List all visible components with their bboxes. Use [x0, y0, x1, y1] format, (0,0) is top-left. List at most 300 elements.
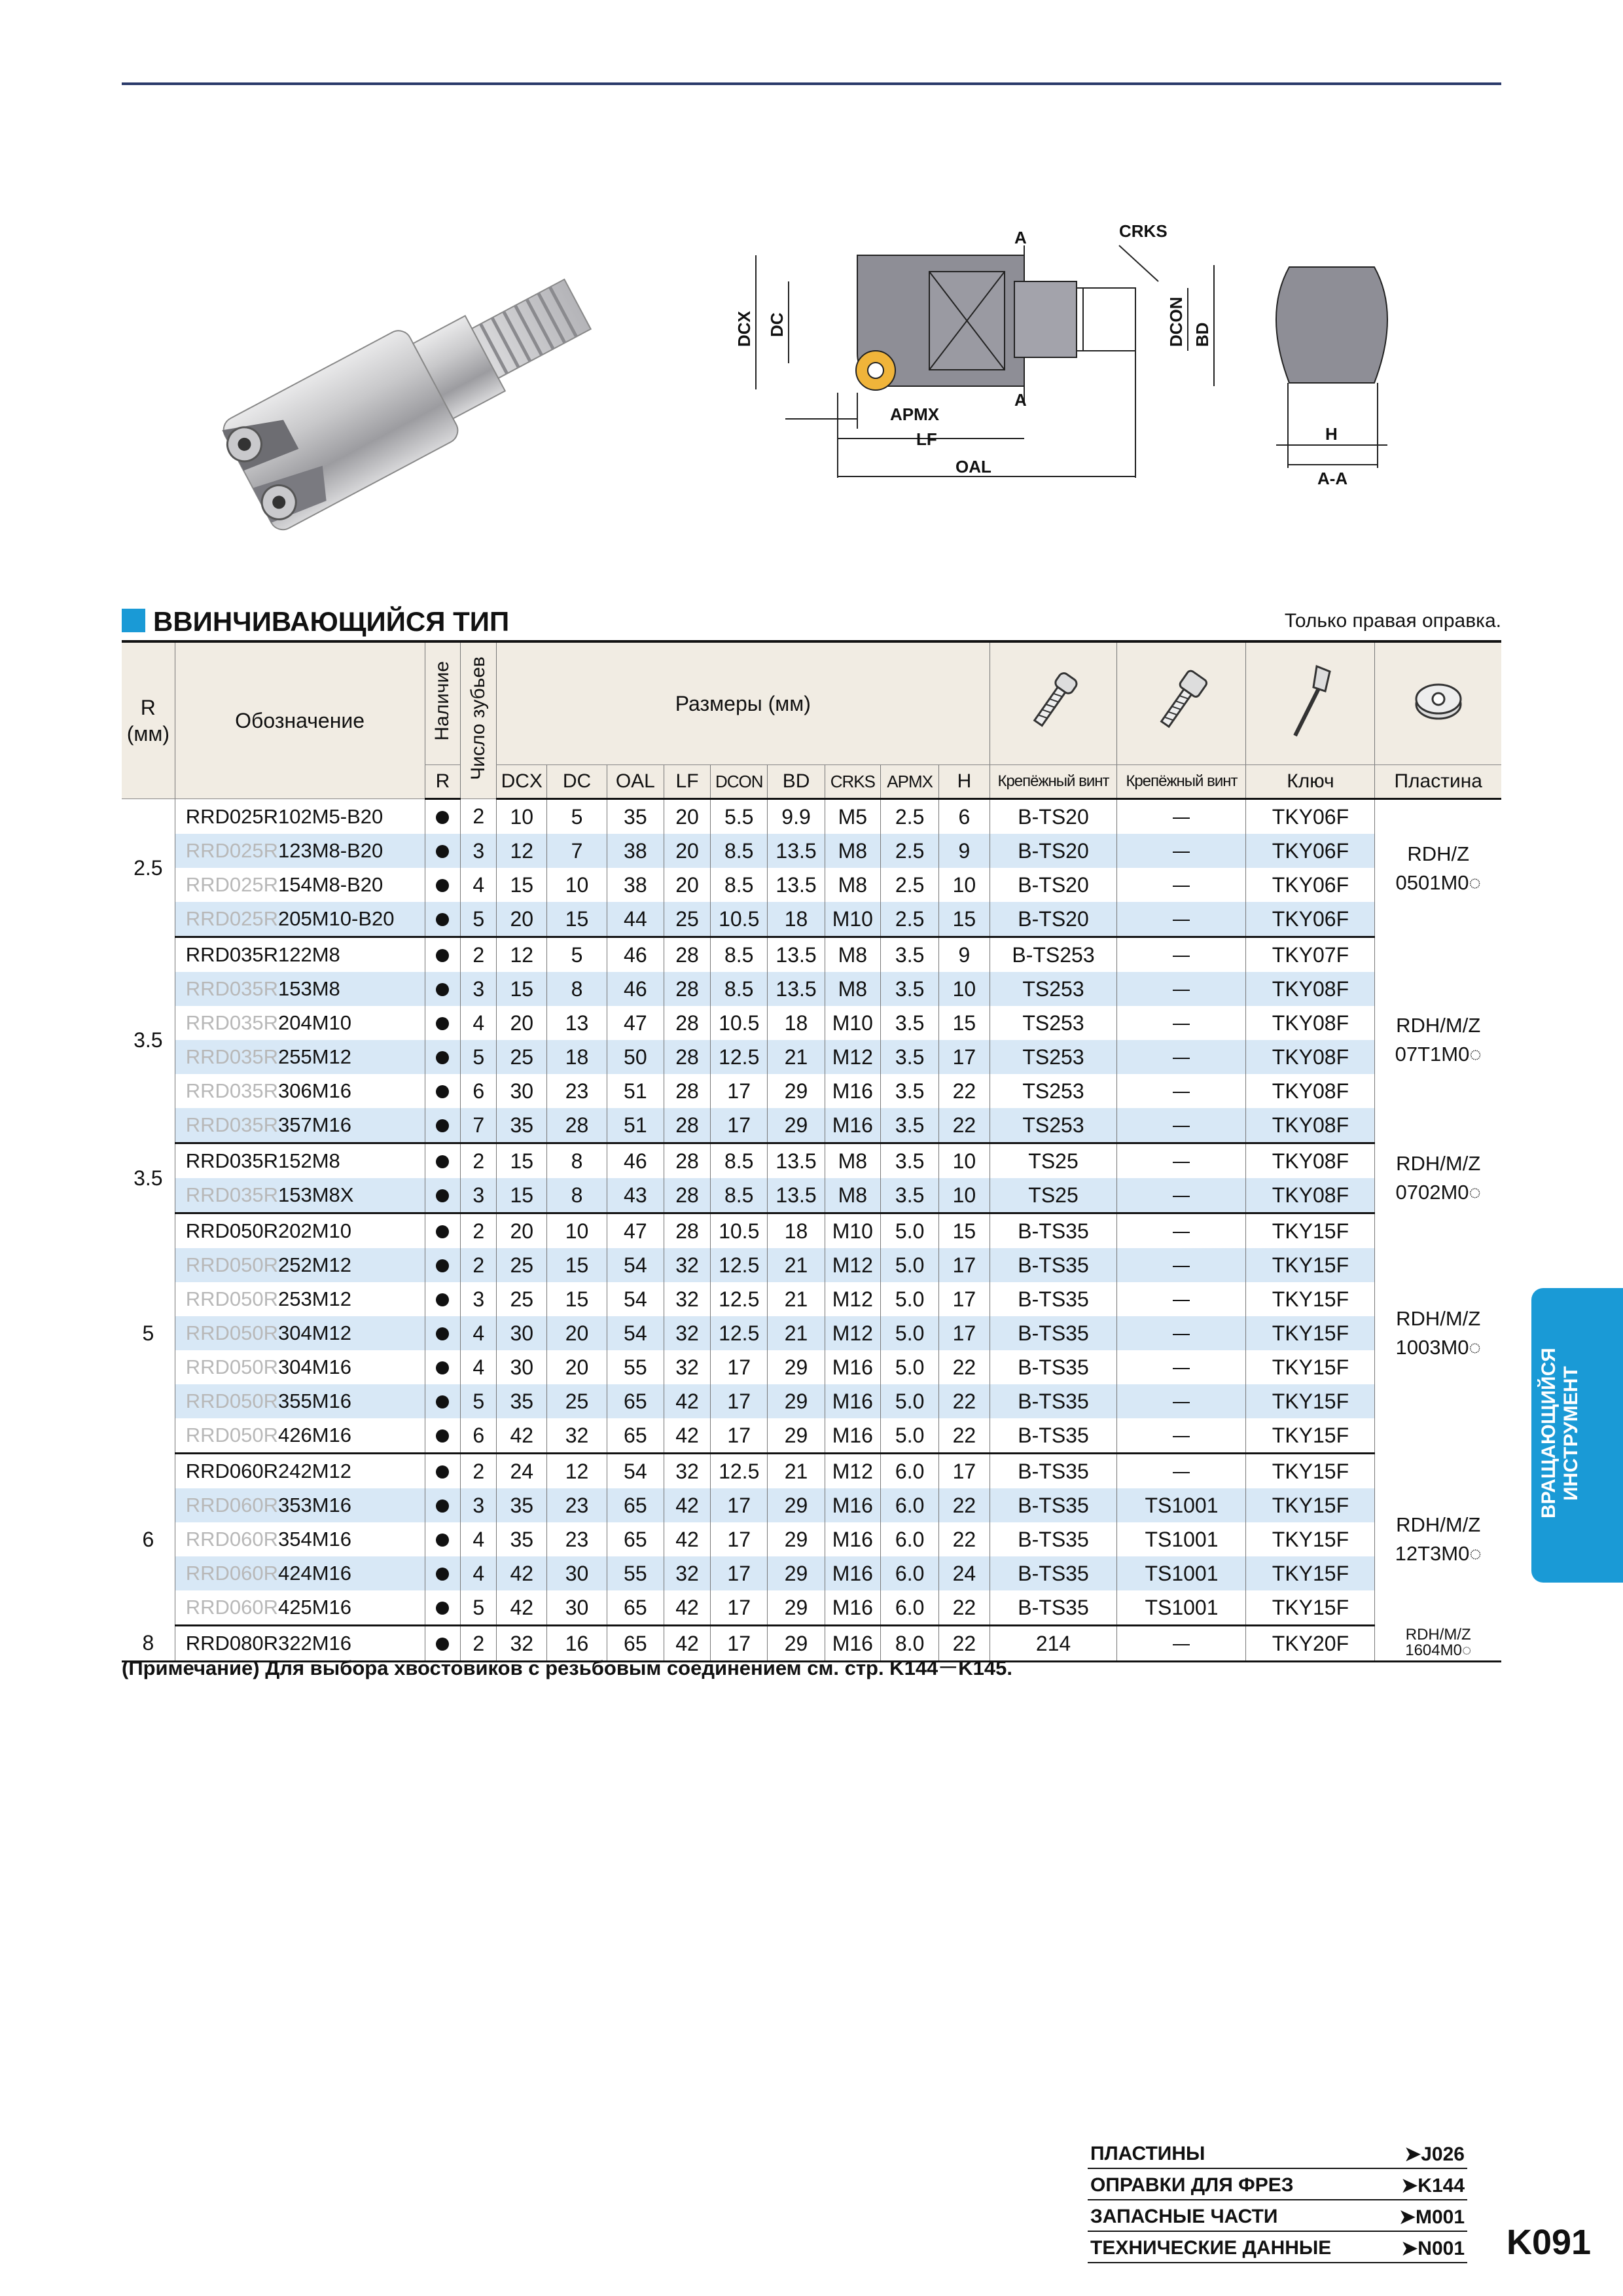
lf-cell: 25	[664, 902, 711, 937]
lf-cell: 32	[664, 1556, 711, 1590]
h-cell: 17	[939, 1040, 990, 1074]
bd-cell: 29	[768, 1074, 825, 1108]
screw2-cell	[1117, 1040, 1246, 1074]
ref-item[interactable]: ПЛАСТИНЫ ➤J026	[1088, 2138, 1467, 2169]
stock-cell	[425, 799, 461, 834]
screw1-cell: TS253	[990, 972, 1117, 1006]
oal-cell: 38	[607, 834, 664, 868]
col-h: H	[939, 765, 990, 799]
arrow-page: ➤K144	[1401, 2175, 1465, 2197]
oal-cell: 65	[607, 1418, 664, 1454]
designation-cell[interactable]: RRD035R153M8X	[175, 1178, 425, 1213]
lf-cell: 28	[664, 1213, 711, 1249]
lf-cell: 32	[664, 1282, 711, 1316]
key-cell: TKY15F	[1246, 1590, 1375, 1626]
key-cell: TKY08F	[1246, 1143, 1375, 1179]
crks-cell: M12	[825, 1248, 880, 1282]
teeth-cell: 2	[461, 1248, 497, 1282]
lf-cell: 42	[664, 1590, 711, 1626]
dcon-cell: 12.5	[711, 1248, 768, 1282]
screw2-cell	[1117, 1178, 1246, 1213]
dcon-cell: 8.5	[711, 868, 768, 902]
screw1-cell: B-TS253	[990, 937, 1117, 973]
dc-cell: 13	[547, 1006, 607, 1040]
screw1-cell: B-TS35	[990, 1488, 1117, 1522]
page-number: K091	[1507, 2223, 1592, 2262]
screw2-cell	[1117, 1006, 1246, 1040]
in-stock-dot-icon	[436, 1327, 449, 1340]
oal-cell: 38	[607, 868, 664, 902]
oal-cell: 54	[607, 1282, 664, 1316]
oal-cell: 50	[607, 1040, 664, 1074]
dcon-cell: 10.5	[711, 902, 768, 937]
designation-cell[interactable]: RRD025R154M8-B20	[175, 868, 425, 902]
screw2-cell	[1117, 1282, 1246, 1316]
dcon-cell: 17	[711, 1522, 768, 1556]
teeth-cell: 4	[461, 1522, 497, 1556]
oal-cell: 43	[607, 1178, 664, 1213]
label-lf: LF	[916, 429, 937, 449]
designation-cell[interactable]: RRD060R425M16	[175, 1590, 425, 1626]
apmx-cell: 3.5	[880, 1040, 938, 1074]
key-cell: TKY08F	[1246, 1108, 1375, 1143]
col-key: Ключ	[1246, 765, 1375, 799]
dcx-cell: 35	[497, 1522, 547, 1556]
teeth-cell: 3	[461, 1178, 497, 1213]
h-cell: 9	[939, 937, 990, 973]
apmx-cell: 6.0	[880, 1454, 938, 1489]
table-row	[122, 1384, 1501, 1418]
dcon-cell: 8.5	[711, 972, 768, 1006]
dcx-cell: 15	[497, 1178, 547, 1213]
bd-cell: 21	[768, 1316, 825, 1350]
label-crks: CRKS	[1119, 221, 1168, 241]
designation-cell[interactable]: RRD035R306M16	[175, 1074, 425, 1108]
dc-cell: 8	[547, 1143, 607, 1179]
stock-cell	[425, 1040, 461, 1074]
arrow-page: ➤J026	[1404, 2144, 1465, 2165]
designation-cell[interactable]: RRD050R202M10	[175, 1213, 425, 1249]
lf-cell: 32	[664, 1248, 711, 1282]
apmx-cell: 6.0	[880, 1522, 938, 1556]
table-row	[122, 1178, 1501, 1213]
key-cell: TKY15F	[1246, 1454, 1375, 1489]
stock-cell	[425, 1454, 461, 1489]
screw1-cell: B-TS20	[990, 834, 1117, 868]
table-row	[122, 1418, 1501, 1454]
designation-cell[interactable]: RRD050R304M12	[175, 1316, 425, 1350]
col-screw2: Крепёжный винт	[1117, 765, 1246, 799]
designation-cell[interactable]: RRD050R304M16	[175, 1350, 425, 1384]
screw2-cell	[1117, 1350, 1246, 1384]
col-teeth: Число зубьев	[461, 643, 497, 799]
in-stock-dot-icon	[436, 1568, 449, 1581]
oal-cell: 65	[607, 1590, 664, 1626]
designation-cell[interactable]: RRD035R153M8	[175, 972, 425, 1006]
key-cell: TKY07F	[1246, 937, 1375, 973]
screw2-cell: TS1001	[1117, 1556, 1246, 1590]
dcon-cell: 5.5	[711, 799, 768, 834]
bd-cell: 29	[768, 1108, 825, 1143]
ref-item[interactable]: ЗАПАСНЫЕ ЧАСТИ ➤M001	[1088, 2200, 1467, 2232]
h-cell: 17	[939, 1316, 990, 1350]
col-stock: Наличие	[425, 643, 461, 765]
dash-icon	[1173, 1266, 1190, 1267]
in-stock-dot-icon	[436, 1189, 449, 1202]
stock-cell	[425, 972, 461, 1006]
col-dcx: DCX	[497, 765, 547, 799]
lf-cell: 28	[664, 1108, 711, 1143]
in-stock-dot-icon	[436, 879, 449, 892]
bd-cell: 29	[768, 1522, 825, 1556]
dcx-cell: 15	[497, 972, 547, 1006]
radius-cell: 6	[122, 1454, 175, 1626]
teeth-cell: 3	[461, 1488, 497, 1522]
teeth-cell: 5	[461, 1590, 497, 1626]
bd-cell: 13.5	[768, 1178, 825, 1213]
bd-cell: 18	[768, 1006, 825, 1040]
col-stock-r: R	[425, 765, 461, 799]
in-stock-dot-icon	[436, 1465, 449, 1479]
stock-cell	[425, 1282, 461, 1316]
oal-cell: 46	[607, 972, 664, 1006]
dc-cell: 15	[547, 902, 607, 937]
insert-cell: RDH/M/Z 1604M0◌	[1375, 1626, 1501, 1662]
teeth-cell: 3	[461, 972, 497, 1006]
bd-cell: 21	[768, 1248, 825, 1282]
screw2-cell	[1117, 1108, 1246, 1143]
col-dcon: DCON	[711, 765, 768, 799]
dcx-cell: 15	[497, 868, 547, 902]
in-stock-dot-icon	[436, 913, 449, 926]
apmx-cell: 5.0	[880, 1316, 938, 1350]
oal-cell: 65	[607, 1384, 664, 1418]
h-cell: 22	[939, 1074, 990, 1108]
h-cell: 22	[939, 1522, 990, 1556]
screw1-cell: TS25	[990, 1178, 1117, 1213]
h-cell: 24	[939, 1556, 990, 1590]
dc-cell: 20	[547, 1316, 607, 1350]
teeth-cell: 4	[461, 1350, 497, 1384]
dash-icon	[1173, 817, 1190, 819]
key-cell: TKY15F	[1246, 1213, 1375, 1249]
screw2-cell	[1117, 972, 1246, 1006]
screw2-cell	[1117, 1626, 1246, 1662]
designation-cell[interactable]: RRD035R357M16	[175, 1108, 425, 1143]
oal-cell: 51	[607, 1074, 664, 1108]
key-cell: TKY08F	[1246, 1178, 1375, 1213]
radius-cell: 8	[122, 1626, 175, 1662]
in-stock-dot-icon	[436, 1361, 449, 1374]
teeth-cell: 5	[461, 1040, 497, 1074]
stock-cell	[425, 834, 461, 868]
table-row	[122, 1488, 1501, 1522]
designation-cell[interactable]: RRD035R152M8	[175, 1143, 425, 1179]
oal-cell: 46	[607, 1143, 664, 1179]
dcx-cell: 20	[497, 1213, 547, 1249]
dash-icon	[1173, 1196, 1190, 1197]
teeth-cell: 5	[461, 1384, 497, 1418]
h-cell: 22	[939, 1626, 990, 1662]
label-dcx: DCX	[734, 311, 754, 347]
in-stock-dot-icon	[436, 845, 449, 858]
screw2-cell: TS1001	[1117, 1488, 1246, 1522]
dcx-cell: 35	[497, 1488, 547, 1522]
dash-icon	[1173, 956, 1190, 957]
crks-cell: M12	[825, 1040, 880, 1074]
lf-cell: 42	[664, 1384, 711, 1418]
in-stock-dot-icon	[436, 1085, 449, 1098]
table-row	[122, 834, 1501, 868]
oal-cell: 54	[607, 1454, 664, 1489]
dcx-cell: 35	[497, 1108, 547, 1143]
screw1-cell: B-TS35	[990, 1384, 1117, 1418]
bd-cell: 29	[768, 1488, 825, 1522]
key-cell: TKY08F	[1246, 1040, 1375, 1074]
stock-cell	[425, 1384, 461, 1418]
dcx-cell: 24	[497, 1454, 547, 1489]
screw1-cell: B-TS35	[990, 1522, 1117, 1556]
label-apmx: APMX	[890, 404, 940, 424]
screw1-cell: TS253	[990, 1040, 1117, 1074]
apmx-cell: 3.5	[880, 937, 938, 973]
col-apmx: APMX	[880, 765, 938, 799]
crks-cell: M16	[825, 1522, 880, 1556]
crks-cell: M10	[825, 1006, 880, 1040]
label-a-top: A	[1014, 228, 1027, 247]
label-h: H	[1325, 424, 1338, 444]
lf-cell: 28	[664, 1143, 711, 1179]
dc-cell: 10	[547, 868, 607, 902]
col-dc: DC	[547, 765, 607, 799]
arrow-page: ➤M001	[1399, 2206, 1465, 2228]
dcon-cell: 8.5	[711, 834, 768, 868]
in-stock-dot-icon	[436, 1119, 449, 1132]
bd-cell: 21	[768, 1454, 825, 1489]
in-stock-dot-icon	[436, 1293, 449, 1306]
apmx-cell: 5.0	[880, 1213, 938, 1249]
dc-cell: 30	[547, 1556, 607, 1590]
dcon-cell: 12.5	[711, 1316, 768, 1350]
key-cell: TKY06F	[1246, 799, 1375, 834]
crks-cell: M12	[825, 1454, 880, 1489]
designation-cell[interactable]: RRD060R354M16	[175, 1522, 425, 1556]
table-row	[122, 1282, 1501, 1316]
crks-cell: M12	[825, 1282, 880, 1316]
bd-cell: 13.5	[768, 972, 825, 1006]
dc-cell: 15	[547, 1248, 607, 1282]
oal-cell: 55	[607, 1556, 664, 1590]
oal-cell: 35	[607, 799, 664, 834]
stock-cell	[425, 1590, 461, 1626]
apmx-cell: 2.5	[880, 902, 938, 937]
dash-icon	[1173, 990, 1190, 991]
lf-cell: 32	[664, 1316, 711, 1350]
designation-cell[interactable]: RRD050R253M12	[175, 1282, 425, 1316]
apmx-cell: 6.0	[880, 1590, 938, 1626]
stock-cell	[425, 1143, 461, 1179]
dc-cell: 25	[547, 1384, 607, 1418]
screw2-cell	[1117, 799, 1246, 834]
col-r: R (мм)	[122, 643, 175, 799]
table-row	[122, 1454, 1501, 1489]
key-cell: TKY06F	[1246, 868, 1375, 902]
designation-cell[interactable]: RRD050R426M16	[175, 1418, 425, 1454]
bd-cell: 18	[768, 902, 825, 937]
designation-cell[interactable]: RRD025R205M10-B20	[175, 902, 425, 937]
oal-cell: 44	[607, 902, 664, 937]
designation-cell[interactable]: RRD025R102M5-B20	[175, 799, 425, 834]
dcon-cell: 17	[711, 1590, 768, 1626]
key-cell: TKY15F	[1246, 1522, 1375, 1556]
screw1-cell: B-TS35	[990, 1556, 1117, 1590]
teeth-cell: 4	[461, 1316, 497, 1350]
insert-cell: RDH/M/Z 12T3M0◌	[1375, 1454, 1501, 1626]
dcon-cell: 8.5	[711, 937, 768, 973]
stock-cell	[425, 1006, 461, 1040]
key-icon	[1246, 643, 1375, 765]
designation-cell[interactable]: RRD060R424M16	[175, 1556, 425, 1590]
designation-cell[interactable]: RRD035R204M10	[175, 1006, 425, 1040]
oal-cell: 65	[607, 1522, 664, 1556]
in-stock-dot-icon	[436, 1155, 449, 1168]
key-cell: TKY20F	[1246, 1626, 1375, 1662]
dc-cell: 10	[547, 1213, 607, 1249]
bd-cell: 29	[768, 1590, 825, 1626]
insert-cell: RDH/M/Z 0702M0◌	[1375, 1143, 1501, 1213]
designation-cell[interactable]: RRD050R252M12	[175, 1248, 425, 1282]
product-photo	[177, 229, 609, 576]
oal-cell: 47	[607, 1213, 664, 1249]
designation-cell[interactable]: RRD035R255M12	[175, 1040, 425, 1074]
ref-item[interactable]: ОПРАВКИ ДЛЯ ФРЕЗ ➤K144	[1088, 2169, 1467, 2200]
screw2-cell	[1117, 834, 1246, 868]
in-stock-dot-icon	[436, 1395, 449, 1408]
crks-cell: M8	[825, 1143, 880, 1179]
oal-cell: 54	[607, 1248, 664, 1282]
table-row	[122, 1074, 1501, 1108]
screw1-cell: B-TS35	[990, 1248, 1117, 1282]
teeth-cell: 2	[461, 1626, 497, 1662]
key-cell: TKY08F	[1246, 1074, 1375, 1108]
in-stock-dot-icon	[436, 1534, 449, 1547]
bd-cell: 29	[768, 1384, 825, 1418]
key-cell: TKY15F	[1246, 1556, 1375, 1590]
apmx-cell: 2.5	[880, 834, 938, 868]
apmx-cell: 5.0	[880, 1418, 938, 1454]
screw1-cell: B-TS20	[990, 868, 1117, 902]
screw1-cell: B-TS35	[990, 1590, 1117, 1626]
dash-icon	[1173, 1436, 1190, 1437]
col-bd: BD	[768, 765, 825, 799]
crks-cell: M8	[825, 834, 880, 868]
h-cell: 22	[939, 1488, 990, 1522]
crks-cell: M16	[825, 1590, 880, 1626]
col-designation: Обозначение	[175, 643, 425, 799]
lf-cell: 20	[664, 868, 711, 902]
lf-cell: 20	[664, 799, 711, 834]
lf-cell: 28	[664, 1040, 711, 1074]
stock-cell	[425, 1074, 461, 1108]
lf-cell: 28	[664, 1074, 711, 1108]
screw2-cell	[1117, 868, 1246, 902]
dcon-cell: 10.5	[711, 1006, 768, 1040]
designation-cell[interactable]: RRD060R242M12	[175, 1454, 425, 1489]
h-cell: 22	[939, 1108, 990, 1143]
screw2-cell	[1117, 1143, 1246, 1179]
dcx-cell: 20	[497, 1006, 547, 1040]
designation-cell[interactable]: RRD060R353M16	[175, 1488, 425, 1522]
stock-cell	[425, 1108, 461, 1143]
h-cell: 10	[939, 1178, 990, 1213]
crks-cell: M10	[825, 1213, 880, 1249]
designation-cell[interactable]: RRD035R122M8	[175, 937, 425, 973]
radius-cell: 3.5	[122, 937, 175, 1143]
h-cell: 15	[939, 902, 990, 937]
dc-cell: 23	[547, 1488, 607, 1522]
key-cell: TKY06F	[1246, 902, 1375, 937]
ref-item[interactable]: ТЕХНИЧЕСКИЕ ДАННЫЕ ➤N001	[1088, 2232, 1467, 2263]
dcon-cell: 17	[711, 1108, 768, 1143]
table-row	[122, 972, 1501, 1006]
section-marker	[122, 609, 145, 632]
screw2-cell	[1117, 1248, 1246, 1282]
dc-cell: 8	[547, 972, 607, 1006]
radius-cell: 5	[122, 1213, 175, 1454]
lf-cell: 28	[664, 972, 711, 1006]
reference-list	[1088, 2138, 1467, 2263]
stock-cell	[425, 1178, 461, 1213]
dash-icon	[1173, 886, 1190, 887]
dcx-cell: 30	[497, 1316, 547, 1350]
screw2-cell	[1117, 1316, 1246, 1350]
oal-cell: 55	[607, 1350, 664, 1384]
lf-cell: 28	[664, 937, 711, 973]
apmx-cell: 6.0	[880, 1488, 938, 1522]
dcx-cell: 35	[497, 1384, 547, 1418]
h-cell: 22	[939, 1418, 990, 1454]
dc-cell: 12	[547, 1454, 607, 1489]
table-row	[122, 1248, 1501, 1282]
bd-cell: 18	[768, 1213, 825, 1249]
screw1-icon	[990, 643, 1117, 765]
teeth-cell: 7	[461, 1108, 497, 1143]
in-stock-dot-icon	[436, 1259, 449, 1272]
dc-cell: 16	[547, 1626, 607, 1662]
dcon-cell: 12.5	[711, 1282, 768, 1316]
h-cell: 17	[939, 1248, 990, 1282]
oal-cell: 65	[607, 1488, 664, 1522]
h-cell: 15	[939, 1213, 990, 1249]
dcx-cell: 42	[497, 1418, 547, 1454]
arrow-page: ➤N001	[1401, 2238, 1465, 2259]
stock-cell	[425, 1316, 461, 1350]
dcon-cell: 17	[711, 1418, 768, 1454]
designation-cell[interactable]: RRD050R355M16	[175, 1384, 425, 1418]
key-cell: TKY15F	[1246, 1418, 1375, 1454]
section-note: Только правая оправка.	[1284, 610, 1501, 632]
dash-icon	[1173, 852, 1190, 853]
key-cell: TKY15F	[1246, 1488, 1375, 1522]
teeth-cell: 5	[461, 902, 497, 937]
spec-table	[122, 643, 1501, 1662]
teeth-cell: 6	[461, 1418, 497, 1454]
designation-cell[interactable]: RRD080R322M16	[175, 1626, 425, 1662]
dc-cell: 15	[547, 1282, 607, 1316]
h-cell: 9	[939, 834, 990, 868]
designation-cell[interactable]: RRD025R123M8-B20	[175, 834, 425, 868]
crks-cell: M16	[825, 1350, 880, 1384]
